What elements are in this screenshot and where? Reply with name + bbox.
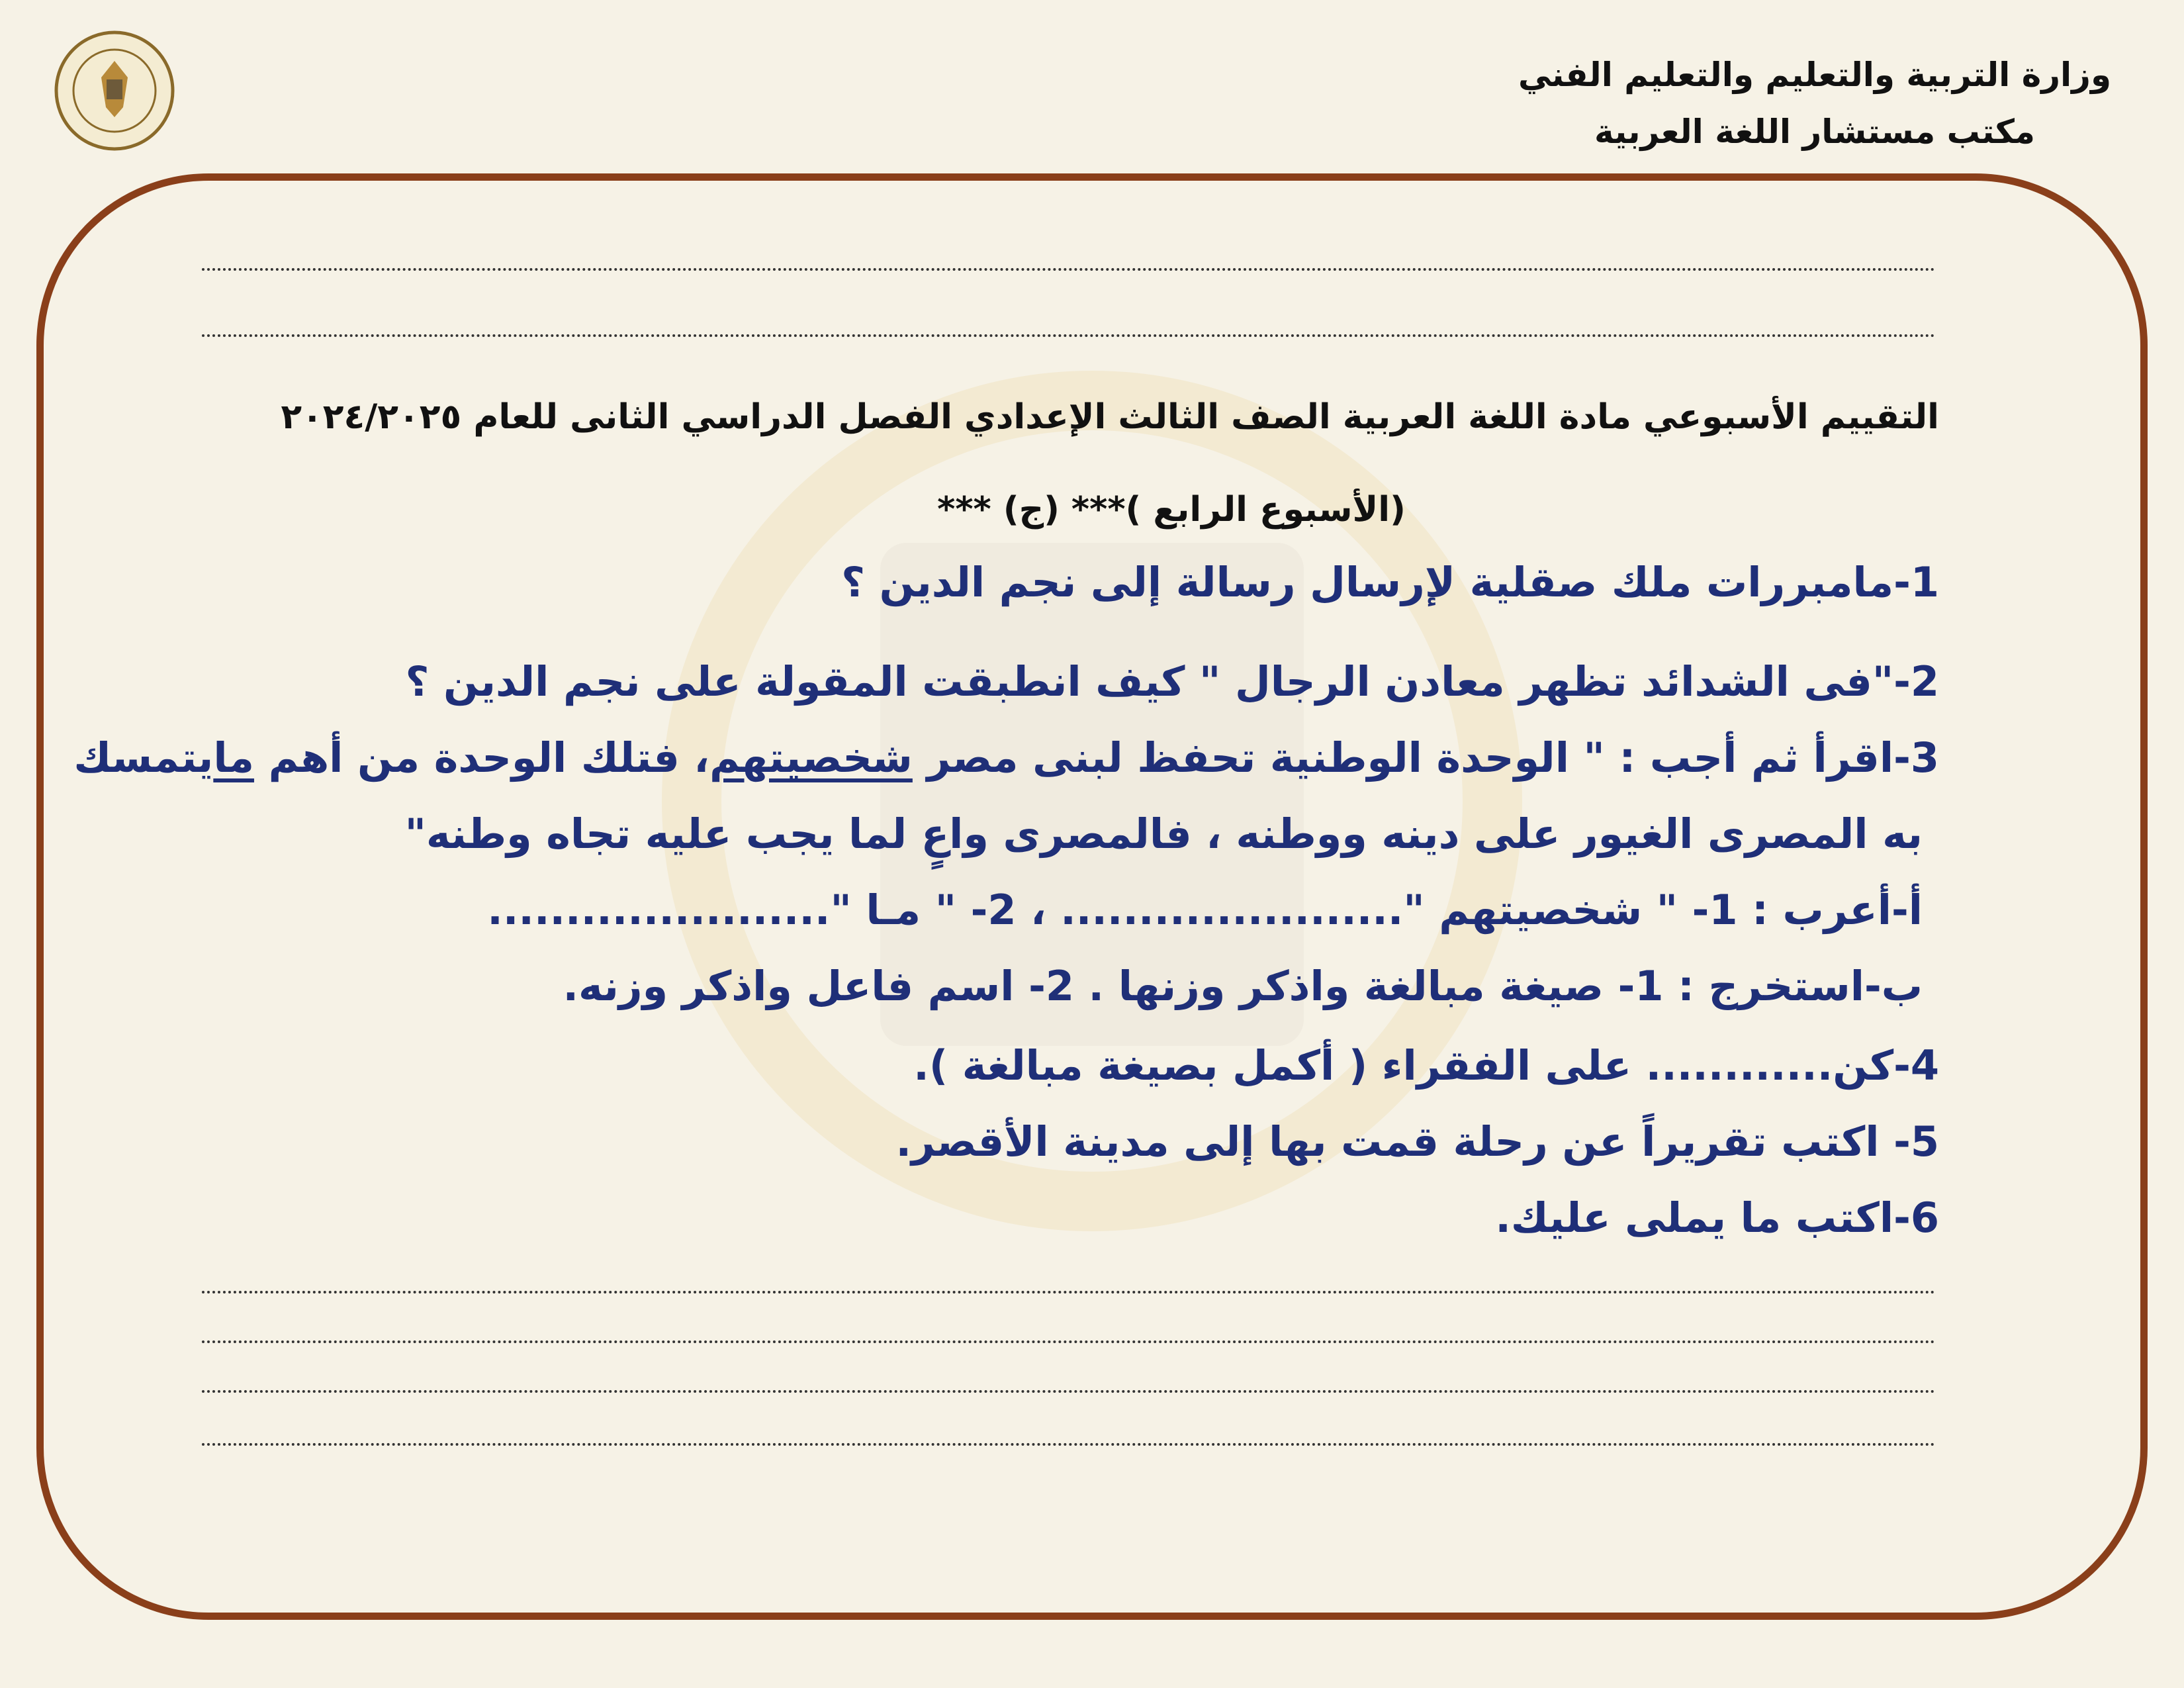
question-3-text-a: 3-اقرأ ثم أجب : " الوحدة الوطنية تحفظ لبنى مصر <box>912 733 1939 782</box>
question-1: 1-مامبررات ملك صقلية لإرسال رسالة إلى نجم الدين ؟ <box>841 558 1939 606</box>
question-2: 2-"فى الشدائد تظهر معادن الرجال " كيف انطبقت المقولة على نجم الدين ؟ <box>405 657 1939 706</box>
office-name: مكتب مستشار اللغة العربية <box>1594 113 2035 151</box>
page-title: التقييم الأسبوعي مادة اللغة العربية الصف الثالث الإعدادي الفصل الدراسي الثانى للعام ٢٠٢٤/٢٠٢٥ <box>281 397 1939 437</box>
answer-line <box>202 1291 1936 1293</box>
ministry-seal-icon <box>52 28 177 154</box>
ministry-name: وزارة التربية والتعليم والتعليم الفني <box>1518 56 2112 94</box>
answer-line <box>202 334 1936 337</box>
answer-line <box>202 1390 1936 1393</box>
answer-line <box>202 268 1936 271</box>
question-4: 4-كن............ على الفقراء ( أكمل بصيغة مبالغة ). <box>913 1041 1939 1090</box>
question-5: 5- اكتب تقريراً عن رحلة قمت بها إلى مدينة الأقصر. <box>895 1117 1939 1166</box>
question-6: 6-اكتب ما يملى عليك. <box>1495 1194 1939 1242</box>
week-label: (الأسبوع الرابع )*** (ج) *** <box>937 490 1406 530</box>
question-3-underlined-word: شخصيتهم <box>709 733 913 782</box>
question-3-underlined-ma: ما <box>213 733 254 782</box>
question-3-part-a: أ-أعرب : 1- " شخصيتهم "...................... ، 2- " مـا "...................... <box>487 886 1923 934</box>
question-3-text-c: يتمسك <box>73 733 214 782</box>
question-3-text-b: ، فتلك الوحدة من أهم <box>253 733 709 782</box>
question-3-line2: به المصرى الغيور على دينه ووطنه ، فالمصرى واعٍ لما يجب عليه تجاه وطنه" <box>404 810 1923 858</box>
question-3 <box>73 728 1939 788</box>
answer-line <box>202 1443 1936 1446</box>
question-3-part-b: ب-استخرج : 1- صيغة مبالغة واذكر وزنها . 2- اسم فاعل واذكر وزنه. <box>563 962 1923 1010</box>
ministry-header <box>1517 46 2113 160</box>
answer-line <box>202 1340 1936 1343</box>
